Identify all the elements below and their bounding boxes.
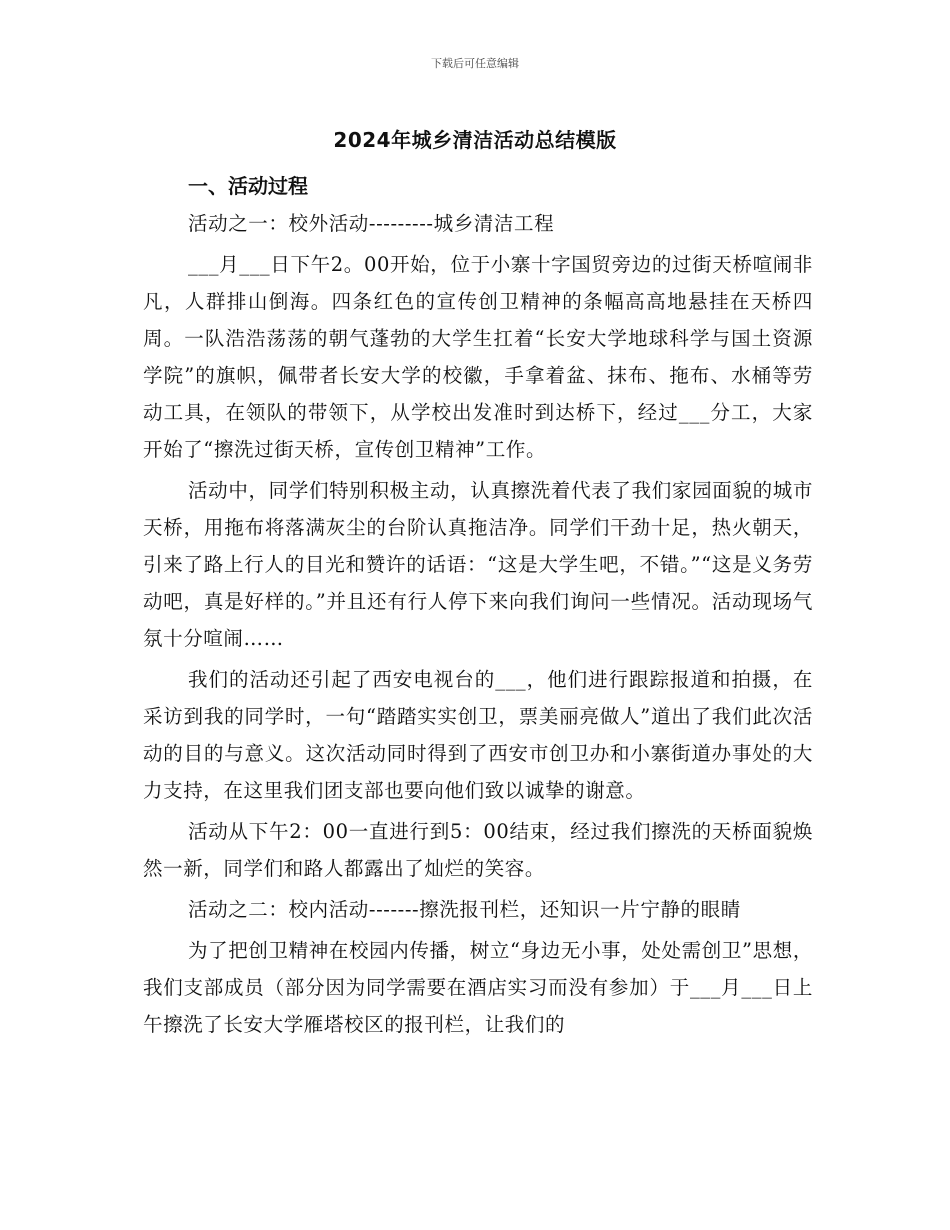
document-body xyxy=(143,168,813,1043)
paragraph-activity-one-media: 我们的活动还引起了西安电视台的___，他们进行跟踪报道和拍摄，在采访到我的同学时，一句“踏踏实实创卫，票美丽亮做人”道出了我们此次活动的目的与意义。这次活动同时得到了西安市创卫办和小寨街道办事处的大力支持，在这里我们团支部也要向他们致以诚挚的谢意。 xyxy=(143,668,813,802)
paragraph-activity-two-body: 为了把创卫精神在校园内传播，树立“身边无小事，处处需创卫”思想，我们支部成员（部分因为同学需要在酒店实习而没有参加）于___月___日上午擦洗了长安大学雁塔校区的报刊栏，让我们的 xyxy=(143,939,813,1036)
header-note: 下载后可任意编辑 xyxy=(431,57,519,70)
document-title: 2024年城乡清洁活动总结模版 xyxy=(333,128,617,152)
paragraph-activity-one-heading: 活动之一：校外活动---------城乡清洁工程 xyxy=(188,212,555,235)
paragraph-activity-one-during: 活动中，同学们特别积极主动，认真擦洗着代表了我们家园面貌的城市天桥，用拖布将落满灰尘的台阶认真拖洁净。同学们干劲十足，热火朝天，引来了路上行人的目光和赞许的话语：“这是大学生吧，不错。”“这是义务劳动吧，真是好样的。”并且还有行人停下来向我们询问一些情况。活动现场气氛十分喧闹…… xyxy=(143,479,813,650)
paragraph-activity-two-heading: 活动之二：校内活动-------擦洗报刊栏，还知识一片宁静的眼睛 xyxy=(188,898,741,921)
paragraph-activity-one-end: 活动从下午2：00一直进行到5：00结束，经过我们擦洗的天桥面貌焕然一新，同学们和路人都露出了灿烂的笑容。 xyxy=(143,820,813,880)
paragraph-activity-one-start: ___月___日下午2。00开始，位于小寨十字国贸旁边的过街天桥喧闹非凡，人群排山倒海。四条红色的宣传创卫精神的条幅高高地悬挂在天桥四周。一队浩浩荡荡的朝气蓬勃的大学生扛着“长安大学地球科学与国土资源学院”的旗帜，佩带者长安大学的校徽，手拿着盆、抹布、拖布、水桶等劳动工具，在领队的带领下，从学校出发准时到达桥下，经过___分工，大家开始了“擦洗过街天桥，宣传创卫精神”工作。 xyxy=(143,253,813,461)
section-heading: 一、活动过程 xyxy=(188,174,308,198)
